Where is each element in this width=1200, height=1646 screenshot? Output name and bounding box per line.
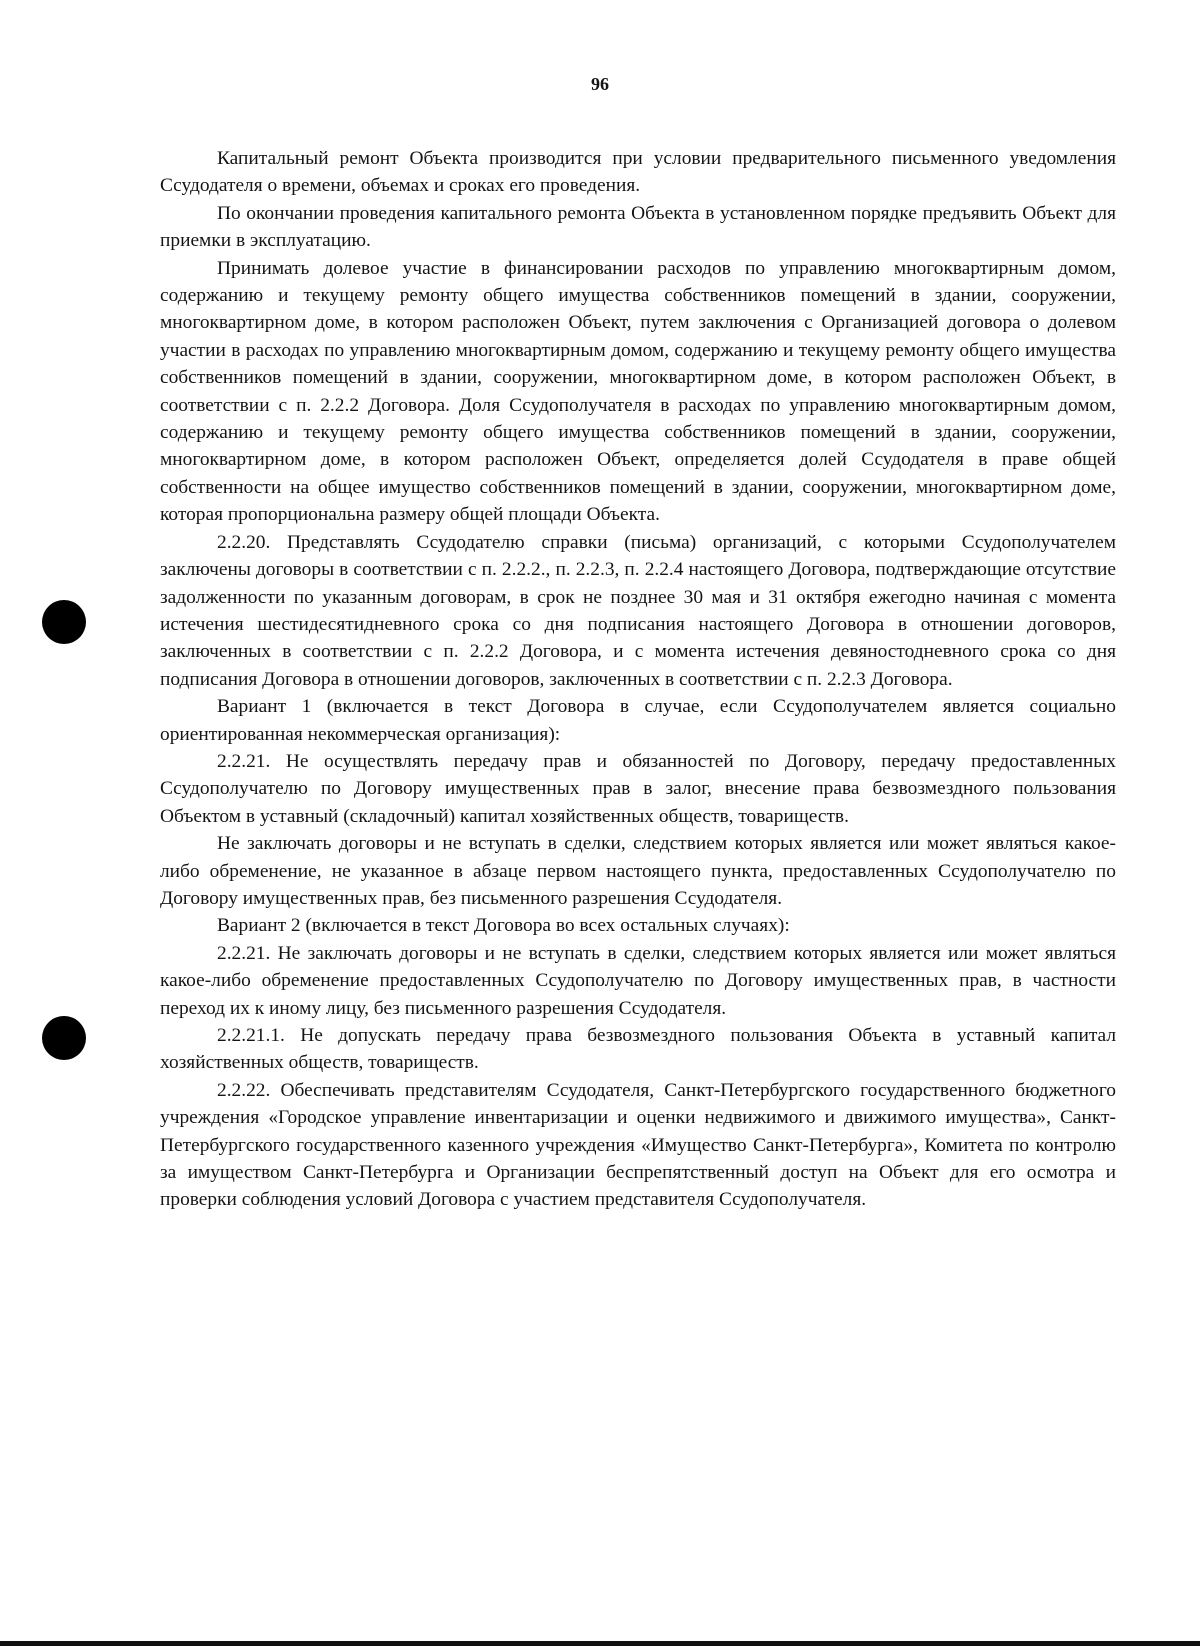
paragraph-shared-expenses: Принимать долевое участие в финансировании расходов по управлению многоквартирным домом, содержанию и текущему ремонту общего имущества собственников помещений в здании, сооружении, многоквартирном доме, в котором расположен Объект, путем заключения с Организацией договора о долевом участии в расходах по управлению многоквартирным домом, содержанию и текущему ремонту общего имущества собственников помещений в здании, сооружении, многоквартирном доме, в котором расположен Объект, в соответствии с п. 2.2.2 Договора. Доля Ссудополучателя в расходах по управлению многоквартирным домом, содержанию и текущему ремонту общего имущества собственников помещений в здании, сооружении, многоквартирном доме, в котором расположен Объект, определяется долей Ссудодателя в праве общей собственности на общее имущество собственников помещений в здании, сооружении, многоквартирном доме, которая пропорциональна размеру общей площади Объекта. <box>160 257 1116 526</box>
paragraph-capital-repair-acceptance: По окончании проведения капитального ремонта Объекта в установленном порядке предъявить Объект для приемки в эксплуатацию. <box>160 202 1116 252</box>
paragraph-variant-1-heading: Вариант 1 (включается в текст Договора в случае, если Ссудополучателем является социально ориентированная некоммерческая организация): <box>160 696 1116 745</box>
page-number: 96 <box>591 74 609 94</box>
hole-punch-mark <box>42 600 86 644</box>
paragraph-clause-2-2-21-variant-2: 2.2.21. Не заключать договоры и не вступать в сделки, следствием которых является или может являться какое-либо обременение предоставленных Ссудополучателю по Договору имущественных прав, в частности переход их к иному лицу, без письменного разрешения Ссудодателя. <box>160 942 1116 1019</box>
paragraph-encumbrance-restriction: Не заключать договоры и не вступать в сделки, следствием которых является или может являться какое-либо обременение, не указанное в абзаце первом настоящего пункта, предоставленных Ссудополучателю по Договору имущественных прав, без письменного разрешения Ссудодателя. <box>160 833 1116 909</box>
paragraph-clause-2-2-22: 2.2.22. Обеспечивать представителям Ссудодателя, Санкт-Петербургского государственного бюджетного учреждения «Городское управление инвентаризации и оценки недвижимого и движимого имущества», Санкт-Петербургского государственного казенного учреждения «Имущество Санкт-Петербурга», Комитета по контролю за имуществом Санкт-Петербурга и Организации беспрепятственный доступ на Объект для его осмотра и проверки соблюдения условий Договора с участием представителя Ссудополучателя. <box>160 1079 1116 1211</box>
document-body <box>160 145 1116 1214</box>
hole-punch-mark <box>42 1016 86 1060</box>
paragraph-clause-2-2-21-variant-1: 2.2.21. Не осуществлять передачу прав и обязанностей по Договору, передачу предоставленных Ссудополучателю по Договору имущественных прав в залог, внесение права безвозмездного пользования Объектом в уставный (складочный) капитал хозяйственных обществ, товариществ. <box>160 750 1116 827</box>
paragraph-clause-2-2-21-1: 2.2.21.1. Не допускать передачу права безвозмездного пользования Объекта в уставный капитал хозяйственных обществ, товариществ. <box>160 1025 1116 1074</box>
paragraph-clause-2-2-20: 2.2.20. Представлять Ссудодателю справки (письма) организаций, с которыми Ссудополучателем заключены договоры в соответствии с п. 2.2.2., п. 2.2.3, п. 2.2.4 настоящего Договора, подтверждающие отсутствие задолженности по указанным договорам, в срок не позднее 30 мая и 31 октября ежегодно начиная с момента истечения шестидесятидневного срока со дня подписания настоящего Договора в отношении договоров, заключенных в соответствии с п. 2.2.2 Договора, и с момента истечения девяностодневного срока со дня подписания Договора в отношении договоров, заключенных в соответствии с п. 2.2.3 Договора. <box>160 531 1116 690</box>
paragraph-variant-2-heading: Вариант 2 (включается в текст Договора во всех остальных случаях): <box>217 915 790 937</box>
scan-bottom-edge <box>0 1641 1200 1646</box>
paragraph-capital-repair-notice: Капитальный ремонт Объекта производится при условии предварительного письменного уведомления Ссудодателя о времени, объемах и сроках его проведения. <box>160 148 1116 197</box>
